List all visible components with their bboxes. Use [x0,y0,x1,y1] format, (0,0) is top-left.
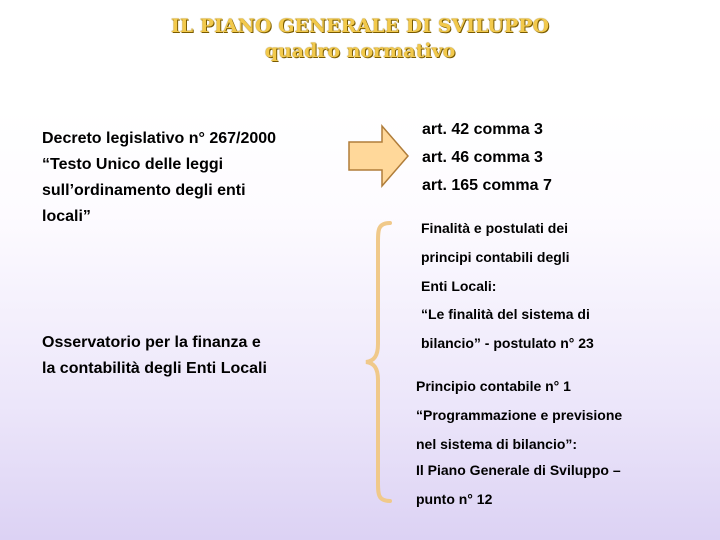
decreto-line: locali” [42,208,91,225]
piano-line: punto n° 12 [416,491,493,507]
decreto-text [42,126,342,230]
osservatorio-text [42,330,342,382]
decreto-line: “Testo Unico delle leggi [42,156,224,173]
finalita-text [421,214,570,301]
osservatorio-line: la contabilità degli Enti Locali [42,360,267,377]
postulato-text [421,300,594,358]
principio-line: “Programmazione e previsione [416,407,623,423]
principio-line: Principio contabile n° 1 [416,378,571,394]
title-line-2: quadro normativo [264,40,456,62]
finalita-line: Enti Locali: [421,278,497,294]
postulato-line: “Le finalità del sistema di [421,306,590,322]
title-line-1: IL PIANO GENERALE DI SVILUPPO [170,15,550,37]
principio-line: nel sistema di bilancio”: [416,436,578,452]
curly-brace-icon [358,220,398,504]
piano-text [416,456,621,514]
finalita-line: Finalità e postulati dei [421,220,569,236]
article-ref: art. 46 comma 3 [422,149,543,166]
piano-line: Il Piano Generale di Sviluppo – [416,462,621,478]
slide-title [0,14,720,64]
article-references [422,116,552,200]
decreto-line: sull’ordinamento degli enti [42,182,246,199]
finalita-line: principi contabili degli [421,249,570,265]
article-ref: art. 165 comma 7 [422,177,552,194]
right-arrow-icon [348,124,410,188]
postulato-line: bilancio” - postulato n° 23 [421,335,594,351]
osservatorio-line: Osservatorio per la finanza e [42,334,261,351]
decreto-line: Decreto legislativo n° 267/2000 [42,130,277,147]
article-ref: art. 42 comma 3 [422,121,543,138]
principio-text [416,372,622,459]
